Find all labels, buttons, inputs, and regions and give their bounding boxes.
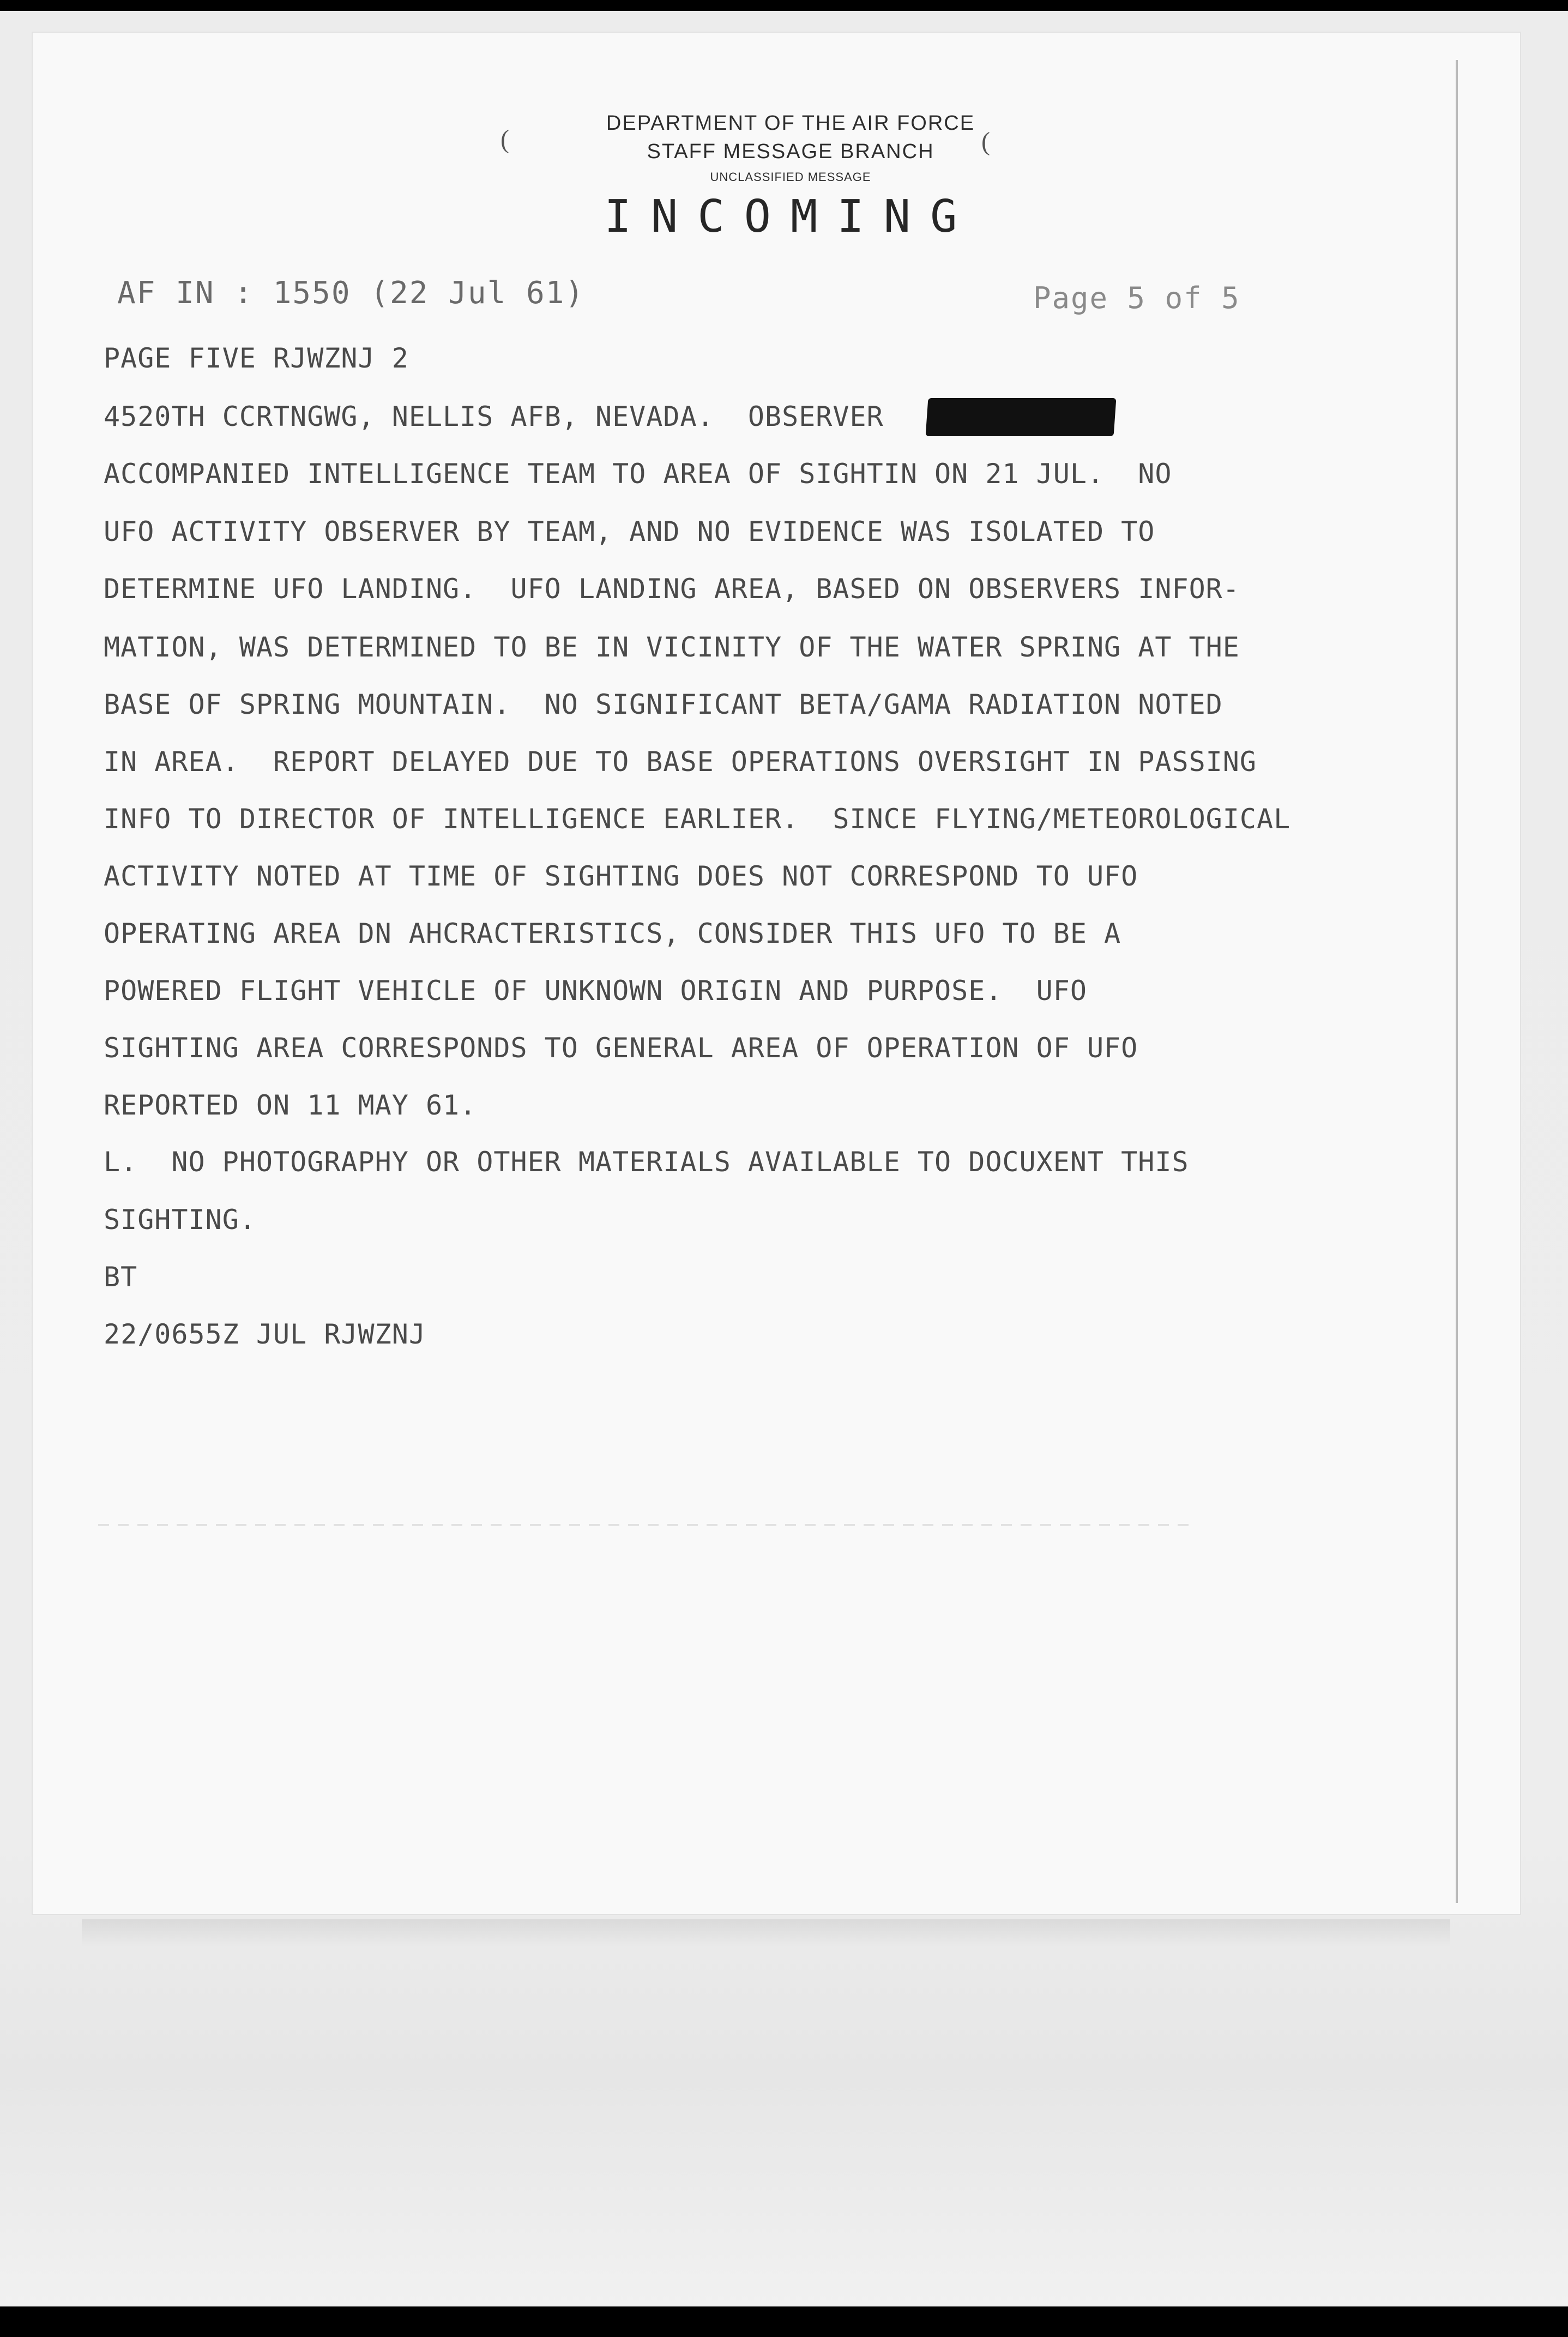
branch-heading: STAFF MESSAGE BRANCH: [647, 140, 934, 163]
body-line: INFO TO DIRECTOR OF INTELLIGENCE EARLIER. SINCE FLYING/METEOROLOGICAL: [104, 803, 1291, 835]
scan-mark-left: (: [500, 125, 509, 154]
body-line: DETERMINE UFO LANDING. UFO LANDING AREA, BASED ON OBSERVERS INFOR-: [104, 573, 1240, 605]
body-line: PAGE FIVE RJWZNJ 2: [104, 342, 409, 374]
body-line: MATION, WAS DETERMINED TO BE IN VICINITY OF THE WATER SPRING AT THE: [104, 631, 1240, 663]
body-line: 4520TH CCRTNGWG, NELLIS AFB, NEVADA. OBSERVER: [104, 401, 884, 432]
scan-mark-right: (: [981, 127, 990, 156]
body-line: L. NO PHOTOGRAPHY OR OTHER MATERIALS AVAILABLE TO DOCUXENT THIS: [104, 1146, 1189, 1178]
body-line: BASE OF SPRING MOUNTAIN. NO SIGNIFICANT BETA/GAMA RADIATION NOTED: [104, 689, 1223, 720]
classification-label: UNCLASSIFIED MESSAGE: [710, 170, 871, 184]
message-sheet: [33, 33, 1520, 1914]
message-id: AF IN : 1550 (22 Jul 61): [117, 275, 585, 311]
body-line: IN AREA. REPORT DELAYED DUE TO BASE OPERATIONS OVERSIGHT IN PASSING: [104, 746, 1257, 778]
redaction-bar: [926, 398, 1117, 436]
body-line: ACTIVITY NOTED AT TIME OF SIGHTING DOES NOT CORRESPOND TO UFO: [104, 860, 1138, 892]
department-heading: DEPARTMENT OF THE AIR FORCE: [606, 112, 975, 135]
body-line: ACCOMPANIED INTELLIGENCE TEAM TO AREA OF SIGHTIN ON 21 JUL. NO: [104, 458, 1172, 490]
body-line: SIGHTING AREA CORRESPONDS TO GENERAL AREA OF OPERATION OF UFO: [104, 1032, 1138, 1064]
body-line: REPORTED ON 11 MAY 61.: [104, 1089, 477, 1121]
body-line: BT: [104, 1261, 138, 1293]
page-number: Page 5 of 5: [1033, 281, 1240, 315]
body-line: POWERED FLIGHT VEHICLE OF UNKNOWN ORIGIN AND PURPOSE. UFO: [104, 975, 1087, 1007]
sheet-shadow: [82, 1919, 1450, 1946]
direction-title: INCOMING: [604, 191, 977, 243]
scan-smudge: [98, 1524, 1189, 1526]
body-line: OPERATING AREA DN AHCRACTERISTICS, CONSIDER THIS UFO TO BE A: [104, 918, 1121, 949]
body-line: UFO ACTIVITY OBSERVER BY TEAM, AND NO EVIDENCE WAS ISOLATED TO: [104, 516, 1155, 547]
body-line: SIGHTING.: [104, 1204, 256, 1236]
body-line: 22/0655Z JUL RJWZNJ: [104, 1318, 426, 1350]
margin-rule: [1456, 60, 1458, 1903]
